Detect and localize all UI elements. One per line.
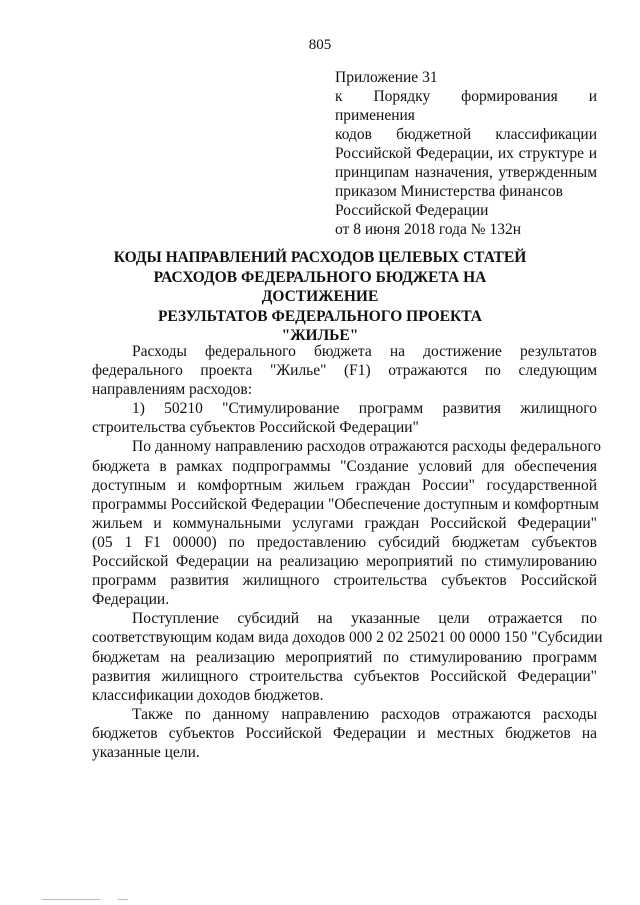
title-line: КОДЫ НАПРАВЛЕНИЙ РАСХОДОВ ЦЕЛЕВЫХ СТАТЕЙ (113, 249, 527, 266)
text-line: Также по данному направлению расходов отражаются расходы (132, 705, 597, 723)
text-line: направлениям расходов: (92, 381, 253, 399)
appendix-header (335, 68, 597, 239)
paragraph-item-1 (92, 399, 597, 437)
scan-mark (42, 899, 100, 900)
text-line: федерального проекта "Жилье" (F1) отражаются по следующим (92, 362, 597, 380)
text-line: Российской Федерации на реализацию мероприятий по стимулированию (92, 553, 597, 571)
text-line: программ развития жилищного строительства субъектов Российской (92, 572, 597, 590)
text-line: классификации доходов бюджетов. (92, 686, 324, 704)
appendix-line: Российской Федерации, их структуре и (335, 145, 597, 162)
appendix-line: кодов бюджетной классификации (335, 126, 597, 143)
text-line: развития жилищного строительства субъектов Российской Федерации" (92, 667, 597, 685)
text-line: соответствующим кодам вида доходов 000 2 02 25021 00 0000 150 "Субсидии (92, 629, 603, 647)
title-line: РАСХОДОВ ФЕДЕРАЛЬНОГО БЮДЖЕТА НА ДОСТИЖЕНИЕ (153, 268, 487, 305)
paragraph-regional (92, 705, 597, 762)
text-line: (05 1 F1 00000) по предоставлению субсидий бюджетам субъектов (92, 533, 597, 551)
text-line: строительства субъектов Российской Федерации" (92, 419, 419, 437)
text-line: бюджета в рамках подпрограммы "Создание условий для обеспечения (92, 457, 597, 475)
text-line: жильем и коммунальными услугами граждан Российской Федерации" (92, 514, 597, 532)
title-line: "ЖИЛЬЕ" (281, 327, 359, 344)
title-line: РЕЗУЛЬТАТОВ ФЕДЕРАЛЬНОГО ПРОЕКТА (157, 307, 483, 325)
text-line: Федерации. (92, 591, 170, 609)
scan-edge-marks (0, 898, 640, 902)
paragraph-description (92, 437, 602, 609)
document-body (92, 342, 603, 762)
text-line: доступным и комфортным жильем граждан России" государственной (92, 476, 597, 494)
text-line: бюджетам на реализацию мероприятий по стимулированию программ (92, 648, 597, 666)
paragraph-revenue (92, 609, 603, 704)
text-line: программы Российской Федерации "Обеспечение доступным и комфортным (92, 495, 599, 513)
text-line: Поступление субсидий на указанные цели отражается по (132, 610, 597, 628)
text-line: бюджетов субъектов Российской Федерации и местных бюджетов на (92, 724, 597, 742)
text-line: указанные цели. (92, 743, 200, 761)
text-line: По данному направлению расходов отражаются расходы федерального (132, 438, 602, 456)
text-line: Расходы федерального бюджета на достижение результатов (132, 343, 597, 360)
appendix-line: Российской Федерации (335, 202, 489, 219)
appendix-line: к Порядку формирования и применения (335, 88, 597, 124)
page-number: 805 (308, 37, 332, 53)
document-title (100, 248, 540, 346)
paragraph-intro (92, 342, 597, 399)
appendix-line: приказом Министерства финансов (335, 183, 563, 200)
scan-mark (118, 899, 128, 900)
appendix-line: принципам назначения, утвержденным (335, 164, 597, 181)
text-line: 1) 50210 "Стимулирование программ развития жилищного (132, 400, 597, 418)
appendix-line: от 8 июня 2018 года № 132н (335, 221, 521, 238)
appendix-line: Приложение 31 (335, 69, 438, 86)
